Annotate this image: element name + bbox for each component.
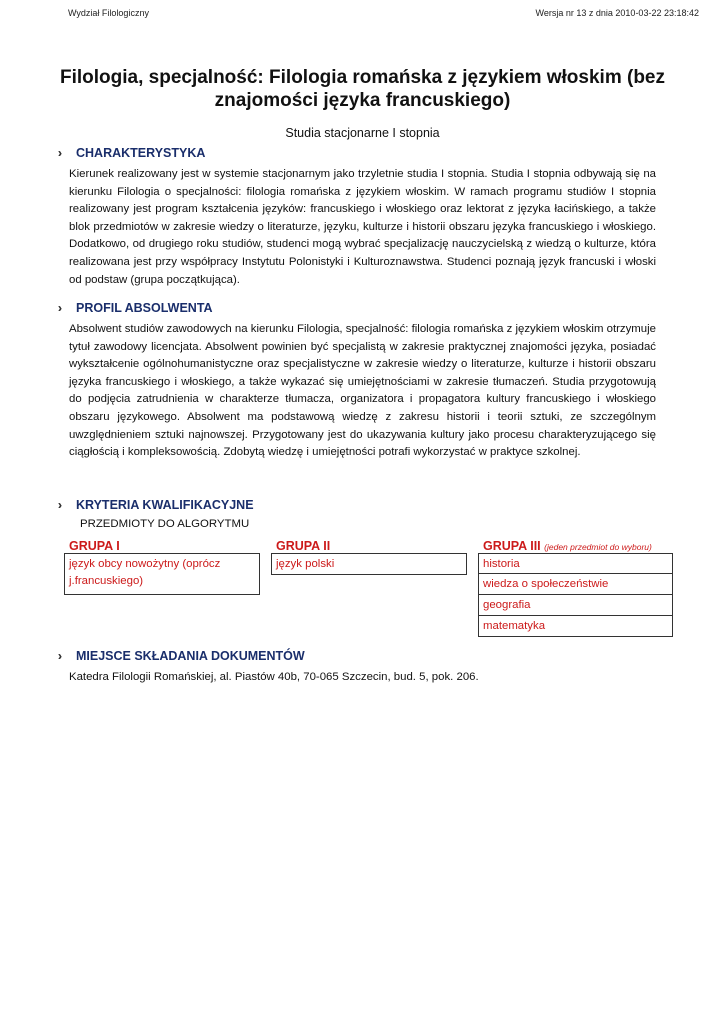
double-chevron-icon xyxy=(58,649,76,663)
group-3-name: GRUPA III xyxy=(483,539,541,553)
section-miejsce-heading xyxy=(58,649,305,663)
group-3-heading xyxy=(483,539,652,553)
double-chevron-icon xyxy=(58,146,76,160)
section-profil-heading xyxy=(58,301,213,315)
section-title: MIEJSCE SKŁADANIA DOKUMENTÓW xyxy=(76,649,305,663)
group-1-subject: język obcy nowożytny (oprócz j.francuskiego) xyxy=(69,558,221,587)
group-3-note: (jeden przedmiot do wyboru) xyxy=(544,542,652,552)
algorithm-subjects-label: PRZEDMIOTY DO ALGORYTMU xyxy=(80,518,250,530)
group-3-subject: wiedza o społeczeństwie xyxy=(478,574,673,595)
section-miejsce-text: Katedra Filologii Romańskiej, al. Piastów 40b, 70-065 Szczecin, bud. 5, pok. 206. xyxy=(69,671,479,683)
section-title: CHARAKTERYSTYKA xyxy=(76,146,206,160)
header-faculty: Wydział Filologiczny xyxy=(68,8,149,18)
group-3-subject: matematyka xyxy=(478,616,673,637)
section-charakterystyka-heading xyxy=(58,146,205,160)
group-2-subject-box xyxy=(271,553,467,575)
group-2-subject: język polski xyxy=(276,558,335,570)
group-3-subject: geografia xyxy=(478,595,673,616)
section-title: PROFIL ABSOLWENTA xyxy=(76,301,213,315)
section-kryteria-heading xyxy=(58,498,254,512)
double-chevron-icon xyxy=(58,301,76,315)
page-subtitle: Studia stacjonarne I stopnia xyxy=(285,126,440,140)
group-2-heading: GRUPA II xyxy=(276,539,331,553)
group-3-subject-list xyxy=(478,553,673,637)
group-3-subject: historia xyxy=(478,553,673,574)
group-1-heading: GRUPA I xyxy=(69,539,120,553)
section-charakterystyka-text: Kierunek realizowany jest w systemie stacjonarnym jako trzyletnie studia I stopnia. Studia I stopnia odbywają się na kierunku Filologia o specjalności: filologia romańska z językiem włoskim. W ramach programu studiów I stopnia realizowany jest program kształcenia języków: francuskiego i włoskiego oraz lektorat z języka łacińskiego, a także blok przedmiotów w zakresie wiedzy o literaturze, języku, kulturze i historii obszaru języka francuskiego i włoskiego. Dodatkowo, od drugiego roku studiów, studenci mogą wybrać specjalizację nauczycielską z wiedzą o kulturze, która realizowana jest przy współpracy Instytutu Polonistyki i Kulturoznawstwa. Studenci poznają język francuski i włoski od podstaw (grupa początkująca). xyxy=(69,168,656,286)
section-title: KRYTERIA KWALIFIKACYJNE xyxy=(76,498,254,512)
group-1-subject-box xyxy=(64,553,260,595)
section-profil-text: Absolwent studiów zawodowych na kierunku Filologia, specjalność: filologia romańska z językiem włoskim otrzymuje tytuł zawodowy licencjata. Absolwent powinien być specjalistą w zakresie praktycznej znajomości języka, posiadać wykształcenie ogólnohumanistyczne oraz specjalistyczne w zakresie wiedzy o literaturze, kulturze i historii obszaru języka francuskiego i włoskiego, a także wykazać się umiejętnościami w zakresie tłumaczeń. Studia przygotowują do podjęcia zatrudnienia w charakterze tłumacza, organizatora i propagatora kultury francuskiego i włoskiego obszaru językowego. Absolwent ma podstawową wiedzę z zakresu historii i teorii sztuki, ze szczególnym uwzględnieniem sztuki najnowszej. Przygotowany jest do ukazywania kultury jako procesu charakteryzującego się ciągłością i kompleksowością. Zdobytą wiedzę i umiejętności potrafi wykorzystać w praktyce szkolnej. xyxy=(69,323,656,459)
page-title: Filologia, specjalność: Filologia romańska z językiem włoskim (bez znajomości języka francuskiego) xyxy=(59,67,665,111)
double-chevron-icon xyxy=(58,498,76,512)
header-version: Wersja nr 13 z dnia 2010-03-22 23:18:42 xyxy=(535,8,699,18)
